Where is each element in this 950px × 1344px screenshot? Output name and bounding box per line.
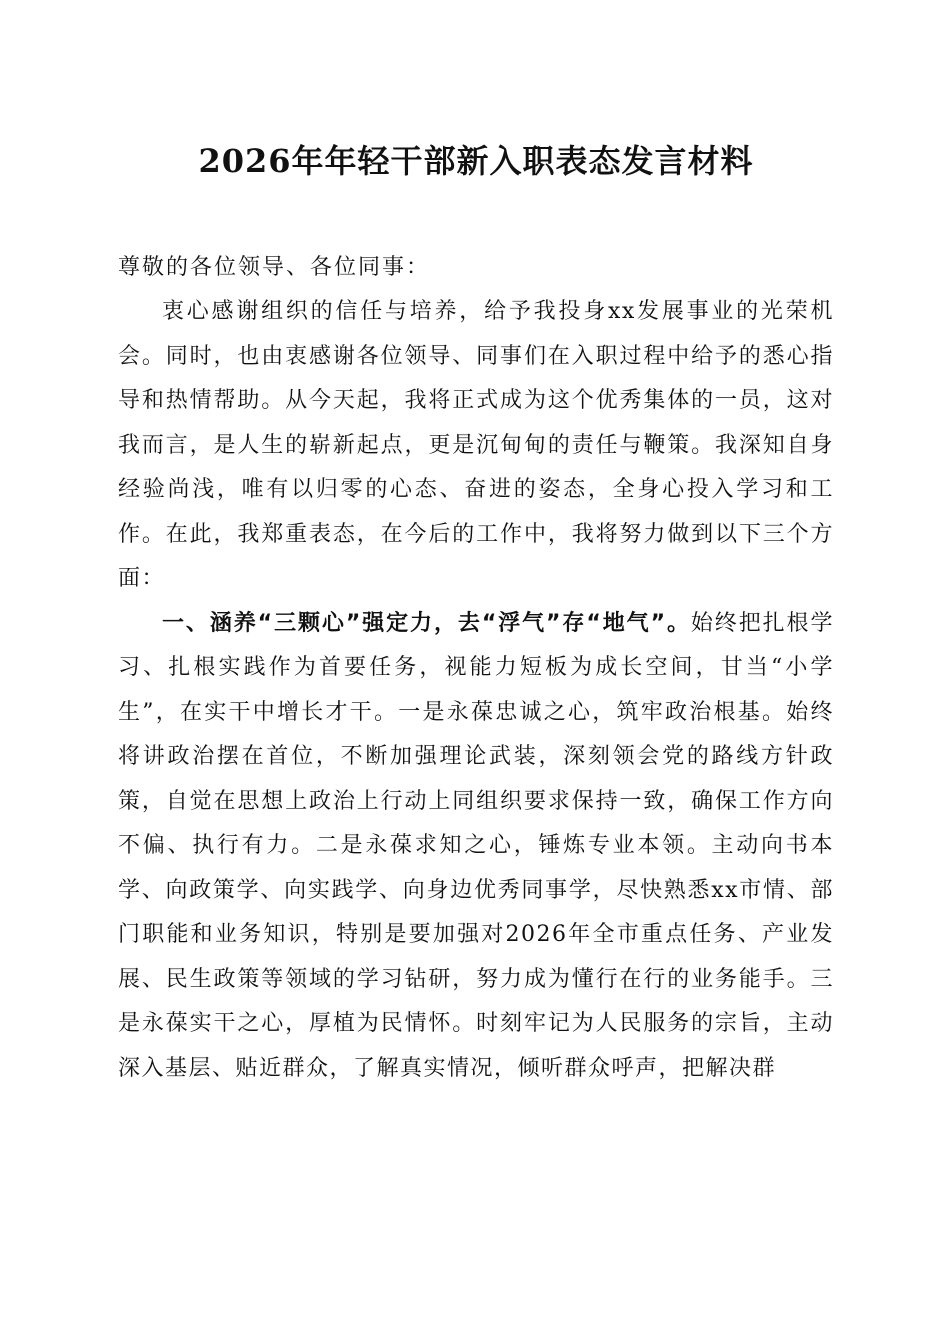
section-one-body: 始终把扎根学习、扎根实践作为首要任务，视能力短板为成长空间，甘当“小学生”，在实干中增长才干。一是永葆忠诚之心，筑牢政治根基。始终将讲政治摆在首位，不断加强理论武装，深刻领会党的路线方针政策，自觉在思想上政治上行动上同组织要求保持一致，确保工作方向不偏、执行有力。二是永葆求知之心，锤炼专业本领。主动向书本学、向政策学、向实践学、向身边优秀同事学，尽快熟悉xx市情、部门职能和业务知识，特别是要加强对2026年全市重点任务、产业发展、民生政策等领域的学习钻研，努力成为懂行在行的业务能手。三是永葆实干之心，厚植为民情怀。时刻牢记为人民服务的宗旨，主动深入基层、贴近群众，了解真实情况，倾听群众呼声，把解决群: [118, 610, 834, 1081]
intro-paragraph: 衷心感谢组织的信任与培养，给予我投身xx发展事业的光荣机会。同时，也由衷感谢各位领导、同事们在入职过程中给予的悉心指导和热情帮助。从今天起，我将正式成为这个优秀集体的一员，这对我而言，是人生的崭新起点，更是沉甸甸的责任与鞭策。我深知自身经验尚浅，唯有以归零的心态、奋进的姿态，全身心投入学习和工作。在此，我郑重表态，在今后的工作中，我将努力做到以下三个方面：: [118, 299, 834, 591]
section-one-paragraph: [118, 602, 834, 1092]
salutation: 尊敬的各位领导、各位同事：: [118, 255, 431, 280]
section-one-heading: 一、涵养“三颗心”强定力，去“浮气”存“地气”。: [162, 610, 691, 636]
document-page: [118, 140, 834, 1091]
document-title: 2026年年轻干部新入职表态发言材料: [198, 142, 754, 180]
